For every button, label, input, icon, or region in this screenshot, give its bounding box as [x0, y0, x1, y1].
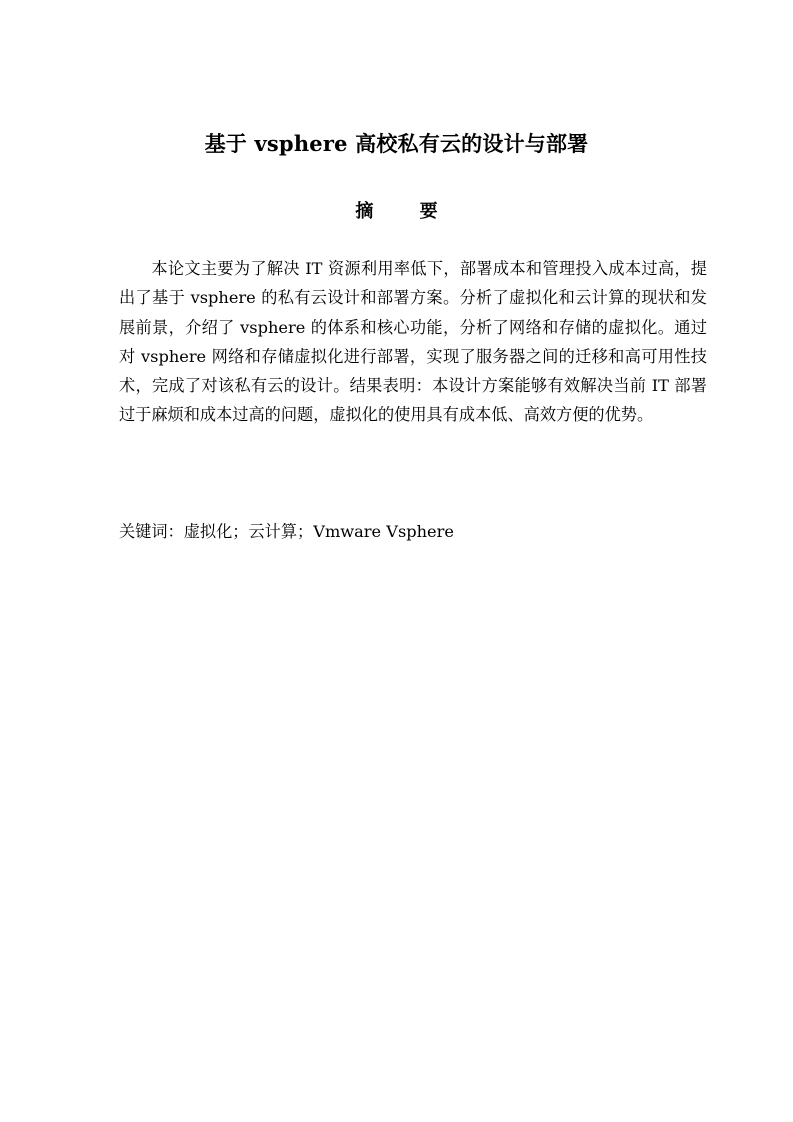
- keywords-line: 关键词：虚拟化；云计算；Vmware Vsphere: [119, 522, 454, 541]
- abstract-body: 本论文主要为了解决 IT 资源利用率低下，部署成本和管理投入成本过高，提出了基于 vsphere 的私有云设计和部署方案。分析了虚拟化和云计算的现状和发展前景，介绍了 vsphere 的体系和核心功能，分析了网络和存储的虚拟化。通过对 vsphere 网络和存储虚拟化进行部署，实现了服务器之间的迁移和高可用性技术，完成了对该私有云的设计。结果表明：本设计方案能够有效解决当前 IT 部署过于麻烦和成本过高的问题，虚拟化的使用具有成本低、高效方便的优势。: [119, 259, 707, 425]
- paper-title: 基于 vsphere 高校私有云的设计与部署: [204, 131, 589, 156]
- abstract-heading: 摘 要: [355, 201, 458, 222]
